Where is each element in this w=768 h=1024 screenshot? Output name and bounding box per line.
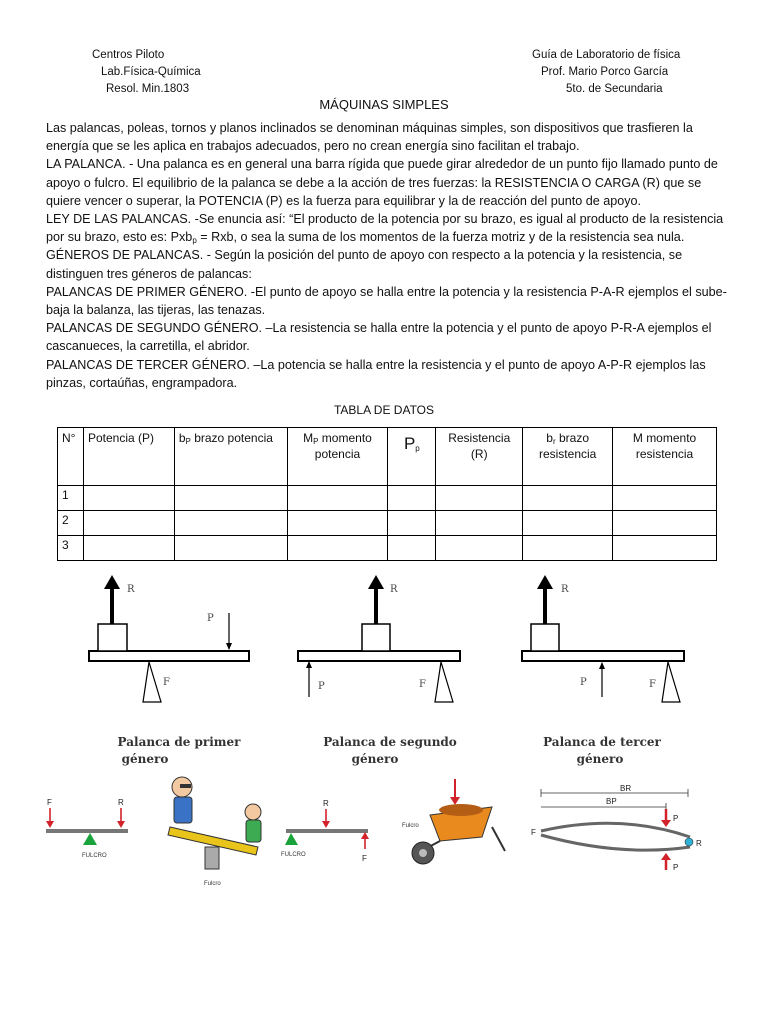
label-p: P bbox=[580, 677, 587, 688]
header-brazo-potencia: $b_P$ brazo potencia bbox=[174, 428, 287, 486]
header-potencia: Potencia (P) bbox=[83, 428, 174, 486]
fulcro-label-seesaw: Fulcro bbox=[204, 881, 221, 887]
svg-text:R: R bbox=[118, 798, 124, 807]
table-row bbox=[58, 486, 717, 511]
caption-segundo: Palanca de segundo bbox=[323, 735, 457, 749]
caption-primer-genero: género bbox=[121, 752, 169, 766]
header-grade: 5to. de Secundaria bbox=[566, 83, 663, 95]
svg-text:R: R bbox=[696, 839, 702, 848]
ley-text-a: LEY DE LAS PALANCAS. -Se enuncia así: “El producto de la potencia por su brazo, es igual al producto de la resistencia por su brazo, esto es: Pxb bbox=[46, 212, 724, 245]
header-guide: Guía de Laboratorio de física bbox=[532, 49, 681, 61]
header-brazo-resistencia: $b_r$ brazo resistencia bbox=[523, 428, 613, 486]
caption-primer: Palanca de primer bbox=[117, 735, 241, 749]
row-number: 2 bbox=[58, 511, 84, 536]
caption-segundo-genero: género bbox=[351, 752, 399, 766]
svg-text:P: P bbox=[673, 814, 679, 823]
example-lever-segundo bbox=[281, 799, 369, 863]
caption-tercer-genero: género bbox=[576, 752, 624, 766]
label-f: F bbox=[419, 679, 426, 690]
data-table bbox=[57, 427, 717, 561]
ley-text-b: = Rxb, o sea la suma de los momentos de la fuerza motriz y de la resistencia sea nula. bbox=[196, 230, 685, 245]
paragraph-generos: GÉNEROS DE PALANCAS. - Según la posición del punto de apoyo con respecto a la potencia y la resistencia, se distinguen tres géneros de palancas: bbox=[46, 248, 683, 281]
svg-text:F: F bbox=[47, 798, 52, 807]
page-title: MÁQUINAS SIMPLES bbox=[319, 97, 449, 112]
row-number: 1 bbox=[58, 486, 84, 511]
lever-diagram-tercer bbox=[522, 575, 684, 702]
paragraph-palanca: LA PALANCA. - Una palanca es en general una barra rígida que puede girar alrededor de un punto fijo llamado punto de apoyo o fulcro. El equilibrio de la palanca se debe a la acción de tres fuerzas: la RESISTENCIA O CARGA (R) que se quiere vencer o superar, la POTENCIA (P) es la fuerza para equilibrar y la de reacción del punto de apoyo. bbox=[46, 157, 718, 208]
fulcro-label-wheelbarrow: Fulcro bbox=[402, 823, 419, 829]
fulcro-caps-label: FULCRO bbox=[82, 853, 107, 859]
label-r: R bbox=[390, 584, 398, 595]
example-lever-primer bbox=[46, 798, 128, 859]
label-r: R bbox=[127, 584, 135, 595]
label-r: R bbox=[561, 584, 569, 595]
ley-subscript: p bbox=[192, 236, 197, 246]
svg-text:F: F bbox=[362, 854, 367, 863]
svg-text:FULCRO: FULCRO bbox=[281, 852, 306, 858]
caption-tercer: Palanca de tercer bbox=[543, 735, 661, 749]
paragraph-primer: PALANCAS DE PRIMER GÉNERO. -El punto de apoyo se halla entre la potencia y la resistencia P-A-R ejemplos el sube-baja la balanza, las tijeras, las tenazas. bbox=[46, 284, 727, 318]
svg-text:P: P bbox=[673, 863, 679, 872]
header-momento-potencia: $M_P$ momento potencia bbox=[287, 428, 388, 486]
header-resistencia: Resistencia (R) bbox=[436, 428, 523, 486]
lever-diagram-primer bbox=[89, 575, 249, 702]
row-number: 3 bbox=[58, 536, 84, 561]
lever-figures bbox=[0, 565, 768, 895]
table-row bbox=[58, 511, 717, 536]
lever-diagram-segundo bbox=[298, 575, 460, 702]
header-school: Centros Piloto bbox=[92, 49, 165, 61]
label-f: F bbox=[163, 677, 170, 688]
table-header-row bbox=[58, 428, 717, 486]
paragraph-intro: Las palancas, poleas, tornos y planos inclinados se denominan máquinas simples, son dispositivos que trasfieren la energía que se les aplica en trabajos adecuados, pero no crean energía sino facilitan el trabajo. bbox=[46, 121, 693, 154]
tweezers-illustration bbox=[531, 784, 702, 872]
table-title: TABLA DE DATOS bbox=[333, 403, 435, 417]
label-br: BR bbox=[620, 784, 632, 793]
paragraph-tercer: PALANCAS DE TERCER GÉNERO. –La potencia se halla entre la resistencia y el punto de apoyo A-P-R ejemplos las pinzas, cortaúñas, engrampadora. bbox=[46, 357, 706, 390]
wheelbarrow-illustration bbox=[402, 779, 505, 864]
header-momento-resistencia: M momento resistencia bbox=[613, 428, 717, 486]
header-teacher: Prof. Mario Porco García bbox=[541, 66, 669, 78]
label-p: P bbox=[318, 681, 325, 692]
svg-text:R: R bbox=[323, 799, 329, 808]
seesaw-illustration bbox=[168, 777, 261, 887]
header-n: N° bbox=[58, 428, 84, 486]
label-f: F bbox=[649, 679, 656, 690]
svg-text:F: F bbox=[531, 828, 536, 837]
body-text bbox=[46, 119, 736, 392]
label-bp: BP bbox=[606, 797, 617, 806]
header-resolution: Resol. Min.1803 bbox=[106, 83, 190, 95]
table-row bbox=[58, 536, 717, 561]
label-p: P bbox=[207, 613, 214, 624]
paragraph-ley bbox=[46, 210, 736, 246]
header-pp: $P_p$ bbox=[388, 428, 436, 486]
paragraph-segundo: PALANCAS DE SEGUNDO GÉNERO. –La resistencia se halla entre la potencia y el punto de apoyo P-R-A ejemplos el cascanueces, la carretilla, el abridor. bbox=[46, 321, 712, 354]
header-lab: Lab.Física-Química bbox=[101, 66, 201, 78]
